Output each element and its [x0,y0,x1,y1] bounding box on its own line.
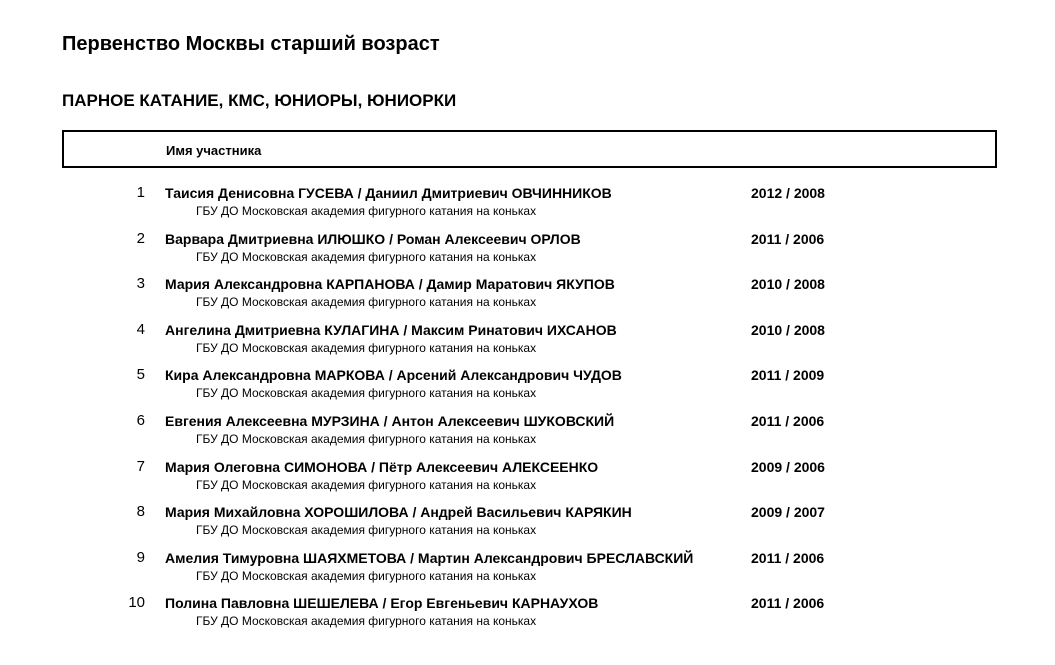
birth-years: 2010 / 2008 [751,321,825,338]
club-name: ГБУ ДО Московская академия фигурного катания на коньках [196,295,537,310]
row-number: 7 [136,457,145,475]
pair-names: Мария Александровна КАРПАНОВА / Дамир Маратович ЯКУПОВ [165,276,615,293]
pair-names: Ангелина Дмитриевна КУЛАГИНА / Максим Ринатович ИХСАНОВ [165,321,617,338]
row-number: 5 [136,366,145,384]
row-number: 6 [136,411,145,429]
birth-years: 2011 / 2006 [751,549,825,566]
birth-years: 2009 / 2006 [751,458,825,475]
row-number: 3 [136,275,145,293]
club-name: ГБУ ДО Московская академия фигурного катания на коньках [196,340,537,355]
club-name: ГБУ ДО Московская академия фигурного катания на коньках [196,523,537,538]
club-name: ГБУ ДО Московская академия фигурного катания на коньках [196,386,537,401]
row-number: 1 [136,184,145,201]
club-name: ГБУ ДО Московская академия фигурного катания на коньках [196,249,537,264]
pair-names: Таисия Денисовна ГУСЕВА / Даниил Дмитриевич ОВЧИННИКОВ [165,185,612,201]
page-subtitle: ПАРНОЕ КАТАНИЕ, КМС, ЮНИОРЫ, ЮНИОРКИ [62,91,457,110]
row-number: 8 [136,503,145,521]
pair-names: Мария Михайловна ХОРОШИЛОВА / Андрей Васильевич КАРЯКИН [165,504,632,521]
pair-names: Евгения Алексеевна МУРЗИНА / Антон Алексеевич ШУКОВСКИЙ [165,412,615,429]
row-number: 10 [128,594,145,612]
birth-years: 2012 / 2008 [751,185,825,201]
table-row [0,364,1055,410]
birth-years: 2011 / 2006 [751,595,825,612]
pair-names: Мария Олеговна СИМОНОВА / Пётр Алексеевич АЛЕКСЕЕНКО [165,458,599,475]
pair-names: Полина Павловна ШЕШЕЛЕВА / Егор Евгеньевич КАРНАУХОВ [165,595,599,612]
club-name: ГБУ ДО Московская академия фигурного катания на коньках [196,614,537,629]
table-row [0,228,1055,274]
page-title: Первенство Москвы старший возраст [62,33,440,55]
birth-years: 2011 / 2009 [751,367,825,384]
birth-years: 2009 / 2007 [751,504,825,521]
pair-names: Кира Александровна МАРКОВА / Арсений Александрович ЧУДОВ [165,367,622,384]
birth-years: 2011 / 2006 [751,230,825,247]
column-header-participant-name: Имя участника [166,143,262,158]
row-number: 4 [136,320,145,338]
table-header [62,130,997,168]
table-row [0,501,1055,547]
club-name: ГБУ ДО Московская академия фигурного катания на коньках [196,477,537,492]
club-name: ГБУ ДО Московская академия фигурного катания на коньках [196,568,537,583]
pair-names: Варвара Дмитриевна ИЛЮШКО / Роман Алексеевич ОРЛОВ [165,230,581,247]
row-number: 2 [136,229,145,247]
club-name: ГБУ ДО Московская академия фигурного катания на коньках [196,204,537,218]
table-row [0,547,1055,593]
pair-names: Амелия Тимуровна ШАЯХМЕТОВА / Мартин Александрович БРЕСЛАВСКИЙ [165,549,694,566]
birth-years: 2011 / 2006 [751,412,825,429]
birth-years: 2010 / 2008 [751,276,825,293]
club-name: ГБУ ДО Московская академия фигурного катания на коньках [196,431,537,446]
table-row [0,592,1055,638]
row-number: 9 [136,548,145,566]
table-row [0,182,1055,228]
table-row [0,410,1055,456]
table-row [0,319,1055,365]
table-row [0,273,1055,319]
participants-list [0,182,1055,638]
table-row [0,456,1055,502]
